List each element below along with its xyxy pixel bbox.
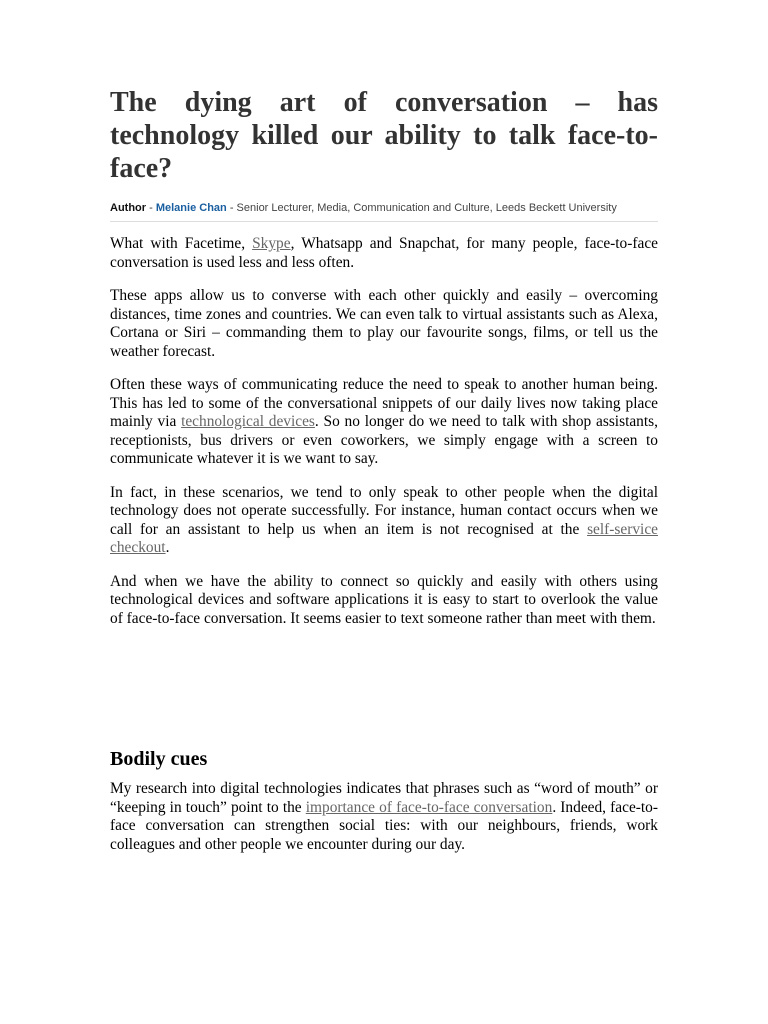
inline-link[interactable]: technological devices: [181, 413, 315, 430]
section-heading: Bodily cues: [110, 748, 208, 770]
body-paragraph: [110, 780, 658, 854]
inline-link[interactable]: self-service checkout: [110, 520, 658, 556]
paragraph-text: , Whatsapp and Snapchat, for many people, face-to-face conversation is used less and less often.: [110, 235, 658, 271]
author-name-link[interactable]: Melanie Chan: [155, 202, 227, 214]
byline-separator: -: [149, 202, 153, 214]
paragraph-text: What with Facetime,: [110, 235, 253, 252]
article-title: The dying art of conversation – has technology killed our ability to talk face-to-face?: [110, 87, 658, 184]
author-byline: [110, 201, 658, 222]
body-paragraph: [110, 484, 658, 558]
paragraph-text: Often these ways of communicating reduce the need to speak to another human being. This has led to some of the conversational snippets of our daily lives now taking place mainly via: [110, 376, 658, 430]
author-role: Senior Lecturer, Media, Communication and Culture, Leeds Beckett University: [236, 202, 617, 214]
paragraph-text: . So no longer do we need to talk with shop assistants, receptionists, bus drivers or even coworkers, we simply engage with a screen to communicate whatever it is we want to say.: [110, 413, 658, 467]
body-paragraph: [110, 376, 658, 469]
paragraph-text: . Indeed, face-to-face conversation can strengthen social ties: with our neighbours, friends, work colleagues and other people we encounter during our day.: [110, 798, 659, 853]
inline-link[interactable]: Skype: [252, 235, 291, 252]
section-body: [110, 780, 658, 854]
article-body: [110, 235, 658, 628]
body-paragraph: [110, 235, 658, 272]
paragraph-text: In fact, in these scenarios, we tend to only speak to other people when the digital technology does not operate successfully. For instance, human contact occurs when we call for an assistant to help us when an item is not recognised at the: [110, 483, 658, 538]
blank-space: [110, 643, 658, 747]
paragraph-text: .: [165, 539, 170, 556]
byline-separator: -: [229, 202, 234, 214]
paragraph-text: And when we have the ability to connect so quickly and easily with others using technological devices and software applications it is easy to start to overlook the value of face-to-face conversation. It seems easier to text someone rather than meet with them.: [110, 572, 658, 627]
paragraph-text: My research into digital technologies indicates that phrases such as “word of mouth” or “keeping in touch” point to the: [110, 780, 658, 816]
inline-link[interactable]: importance of face-to-face conversation: [305, 798, 553, 816]
body-paragraph: [110, 573, 658, 629]
paragraph-text: These apps allow us to converse with each other quickly and easily – overcoming distances, time zones and countries. We can even talk to virtual assistants such as Alexa, Cortana or Siri – commanding them to play our favourite songs, films, or tell us the weather forecast.: [110, 287, 658, 360]
author-label: Author: [110, 202, 147, 214]
body-paragraph: [110, 287, 658, 361]
